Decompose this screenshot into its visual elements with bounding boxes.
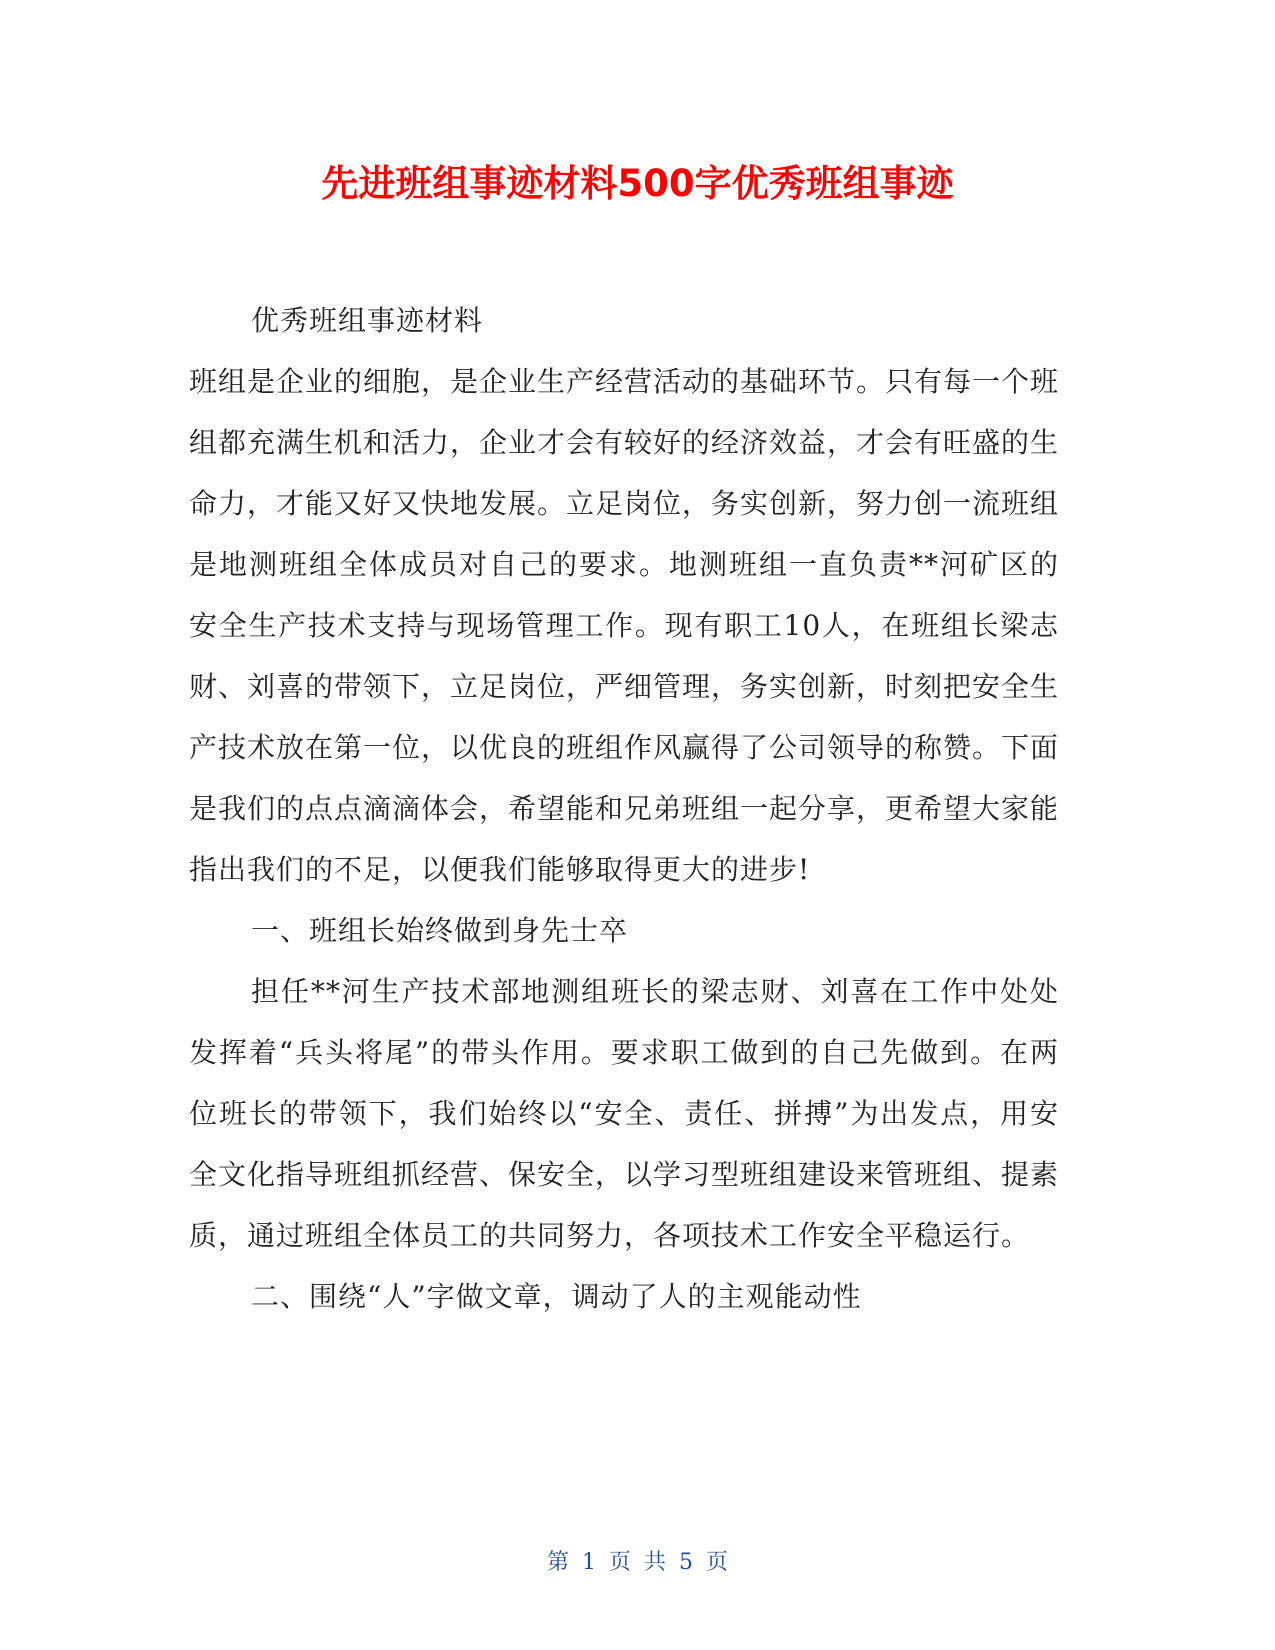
document-title: 先进班组事迹材料500字优秀班组事迹 (321, 162, 954, 205)
subtitle-paragraph: 优秀班组事迹材料 (251, 304, 484, 337)
intro-paragraph: 班组是企业的细胞，是企业生产经营活动的基础环节。只有每一个班组都充满生机和活力，企业才会有较好的经济效益，才会有旺盛的生命力，才能又好又快地发展。立足岗位，务实创新，努力创一流班组是地测班组全体成员对自己的要求。地测班组一直负责**河矿区的安全生产技术支持与现场管理工作。现有职工10人，在班组长梁志财、刘喜的带领下，立足岗位，严细管理，务实创新，时刻把安全生产技术放在第一位，以优良的班组作风赢得了公司领导的称赞。下面是我们的点点滴滴体会，希望能和兄弟班组一起分享，更希望大家能指出我们的不足，以便我们能够取得更大的进步! (189, 365, 1060, 886)
section-heading-1: 一、班组长始终做到身先士卒 (251, 914, 629, 947)
page-number-footer: 第 1 页 共 5 页 (547, 1550, 728, 1575)
document-body (189, 290, 1059, 1327)
section-heading-2: 二、围绕“人”字做文章，调动了人的主观能动性 (251, 1280, 862, 1313)
section-paragraph-1: 担任**河生产技术部地测组班长的梁志财、刘喜在工作中处处发挥着“兵头将尾”的带头作用。要求职工做到的自己先做到。在两位班长的带领下，我们始终以“安全、责任、拼搏”为出发点，用安全文化指导班组抓经营、保安全，以学习型班组建设来管班组、提素质，通过班组全体员工的共同努力，各项技术工作安全平稳运行。 (189, 975, 1060, 1252)
